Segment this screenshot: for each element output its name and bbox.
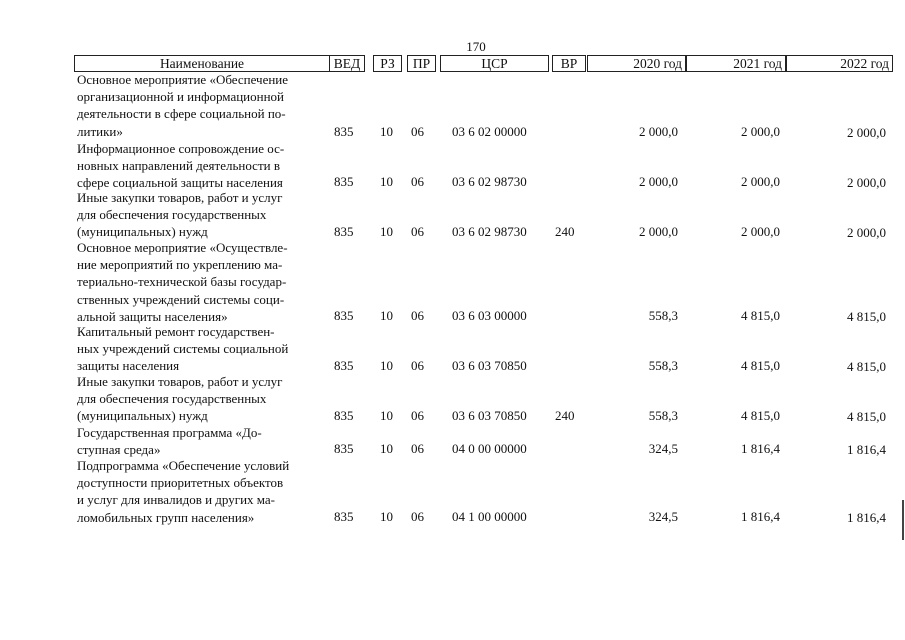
row-name: Основное мероприятие «Обеспечение организационной и информационной деятельности в сфере социальной по- литики» (77, 72, 289, 139)
cell-2020: 558,3 (648, 308, 678, 323)
cell-2022: 4 815,0 (847, 309, 886, 324)
cell-2021: 2 000,0 (741, 124, 780, 139)
cell-2020: 558,3 (648, 408, 678, 423)
header-csr: ЦСР (440, 55, 549, 72)
cell-ved: 835 (334, 124, 354, 139)
cell-2020: 2 000,0 (639, 174, 678, 189)
header-vr: ВР (552, 55, 586, 72)
row-name: Основное мероприятие «Осуществле- ние мероприятий по укреплению ма- териально-технической базы государ- ственных учреждений системы соци- альной защиты населения» (77, 240, 288, 324)
cell-vr: 240 (555, 224, 575, 239)
row-name: Подпрограмма «Обеспечение условий доступности приоритетных объектов и услуг для инвалидов и других ма- ломобильных групп населения» (77, 458, 290, 525)
header-pr: ПР (407, 55, 436, 72)
cell-rz: 10 (380, 124, 393, 139)
cell-2020: 2 000,0 (639, 224, 678, 239)
cell-2020: 2 000,0 (639, 124, 678, 139)
cell-2022: 2 000,0 (847, 125, 886, 140)
cell-2022: 4 815,0 (847, 409, 886, 424)
cell-2022: 4 815,0 (847, 359, 886, 374)
cell-rz: 10 (380, 308, 393, 323)
row-name: Иные закупки товаров, работ и услуг для обеспечения государственных (муниципальных) нужд (77, 374, 283, 424)
cell-2021: 4 815,0 (741, 358, 780, 373)
cell-pr: 06 (411, 308, 424, 323)
scan-edge-mark (902, 500, 904, 540)
cell-2020: 324,5 (648, 509, 678, 524)
header-name: Наименование (74, 55, 330, 72)
cell-rz: 10 (380, 358, 393, 373)
row-name: Информационное сопровождение ос- новных направлений деятельности в сфере социальной защиты населения (77, 141, 285, 191)
cell-pr: 06 (411, 358, 424, 373)
cell-csr: 04 1 00 00000 (452, 509, 527, 524)
cell-csr: 03 6 03 00000 (452, 308, 527, 323)
cell-2021: 4 815,0 (741, 308, 780, 323)
cell-vr: 240 (555, 408, 575, 423)
cell-2021: 2 000,0 (741, 224, 780, 239)
cell-pr: 06 (411, 509, 424, 524)
cell-rz: 10 (380, 224, 393, 239)
cell-rz: 10 (380, 174, 393, 189)
header-2022: 2022 год (786, 55, 893, 72)
cell-ved: 835 (334, 224, 354, 239)
row-name: Иные закупки товаров, работ и услуг для обеспечения государственных (муниципальных) нужд (77, 190, 283, 240)
header-ved: ВЕД (329, 55, 365, 72)
cell-2022: 2 000,0 (847, 175, 886, 190)
cell-csr: 03 6 03 70850 (452, 358, 527, 373)
row-name: Государственная программа «До- ступная среда» (77, 425, 262, 458)
header-rz: РЗ (373, 55, 402, 72)
cell-2020: 558,3 (648, 358, 678, 373)
row-name: Капитальный ремонт государствен- ных учреждений системы социальной защиты населения (77, 324, 289, 374)
cell-2021: 1 816,4 (741, 441, 780, 456)
cell-2021: 1 816,4 (741, 509, 780, 524)
cell-csr: 03 6 02 98730 (452, 224, 527, 239)
cell-pr: 06 (411, 224, 424, 239)
header-2020: 2020 год (587, 55, 686, 72)
page-number: 170 (466, 39, 486, 54)
cell-pr: 06 (411, 441, 424, 456)
cell-2022: 1 816,4 (847, 442, 886, 457)
cell-ved: 835 (334, 441, 354, 456)
cell-rz: 10 (380, 509, 393, 524)
cell-2020: 324,5 (648, 441, 678, 456)
cell-csr: 03 6 02 00000 (452, 124, 527, 139)
cell-ved: 835 (334, 408, 354, 423)
cell-pr: 06 (411, 124, 424, 139)
cell-2022: 1 816,4 (847, 510, 886, 525)
cell-2022: 2 000,0 (847, 225, 886, 240)
cell-csr: 04 0 00 00000 (452, 441, 527, 456)
cell-ved: 835 (334, 174, 354, 189)
cell-ved: 835 (334, 509, 354, 524)
cell-csr: 03 6 03 70850 (452, 408, 527, 423)
cell-csr: 03 6 02 98730 (452, 174, 527, 189)
cell-rz: 10 (380, 408, 393, 423)
cell-rz: 10 (380, 441, 393, 456)
cell-ved: 835 (334, 358, 354, 373)
cell-2021: 2 000,0 (741, 174, 780, 189)
cell-pr: 06 (411, 408, 424, 423)
cell-2021: 4 815,0 (741, 408, 780, 423)
header-2021: 2021 год (686, 55, 786, 72)
cell-ved: 835 (334, 308, 354, 323)
cell-pr: 06 (411, 174, 424, 189)
